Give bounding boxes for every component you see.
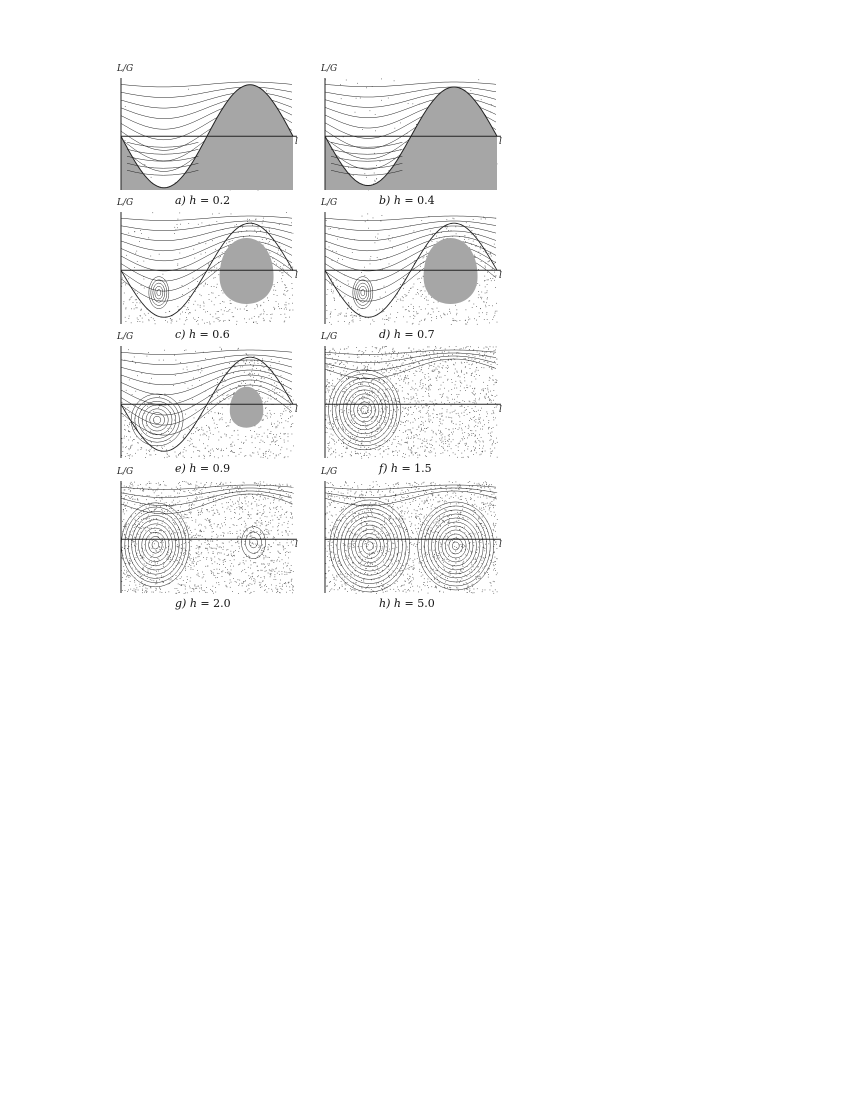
- phase-plot-g: [117, 469, 301, 595]
- y-axis-label: L/G: [117, 64, 134, 74]
- panel-caption-h: h) h = 5.0: [379, 597, 435, 610]
- rotation-curves: [325, 350, 496, 379]
- phase-plot-c: [117, 200, 301, 326]
- y-axis-label: L/G: [321, 198, 338, 208]
- panel-b: [321, 66, 501, 196]
- panel-g: [117, 469, 297, 599]
- x-axis-label: l: [295, 540, 298, 551]
- x-axis-label: l: [295, 137, 298, 148]
- x-axis-label: l: [295, 405, 298, 416]
- regular-region: [325, 87, 497, 190]
- phase-plot-d: [321, 200, 505, 326]
- panel-a: [117, 66, 297, 196]
- elliptic-islands: [149, 277, 169, 309]
- phase-plot-f: [321, 334, 505, 460]
- x-axis-label: l: [295, 271, 298, 282]
- panel-caption-e: e) h = 0.9: [175, 462, 231, 475]
- elliptic-islands: [329, 370, 401, 450]
- panel-e: [117, 334, 297, 464]
- panel-c: [117, 200, 297, 330]
- panel-f: [321, 334, 501, 464]
- phase-plot-e: [117, 334, 301, 460]
- x-axis-label: l: [499, 137, 502, 148]
- elliptic-islands: [121, 503, 265, 587]
- panel-caption-c: c) h = 0.6: [175, 328, 230, 341]
- x-axis-label: l: [499, 540, 502, 551]
- rotation-curves: [325, 485, 496, 506]
- panel-h: [321, 469, 501, 599]
- panel-caption-f: f) h = 1.5: [379, 462, 432, 475]
- panel-d: [321, 200, 501, 330]
- elliptic-islands: [131, 394, 183, 446]
- elliptic-islands: [353, 277, 373, 309]
- panel-caption-b: b) h = 0.4: [379, 194, 435, 207]
- phase-plot-b: [321, 66, 505, 192]
- elliptic-islands: [330, 500, 494, 592]
- phase-plot-h: [321, 469, 505, 595]
- regular-island: [220, 238, 274, 304]
- y-axis-label: L/G: [321, 467, 338, 477]
- rotation-curves: [121, 350, 292, 435]
- phase-plot-a: [117, 66, 301, 192]
- panel-caption-d: d) h = 0.7: [379, 328, 435, 341]
- panel-caption-a: a) h = 0.2: [175, 194, 231, 207]
- regular-island: [230, 387, 263, 428]
- x-axis-label: l: [499, 271, 502, 282]
- panel-caption-g: g) h = 2.0: [175, 597, 231, 610]
- y-axis-label: L/G: [117, 467, 134, 477]
- x-axis-label: l: [499, 405, 502, 416]
- y-axis-label: L/G: [117, 332, 134, 342]
- y-axis-label: L/G: [321, 64, 338, 74]
- chaotic-sea: [325, 346, 498, 459]
- y-axis-label: L/G: [117, 198, 134, 208]
- y-axis-label: L/G: [321, 332, 338, 342]
